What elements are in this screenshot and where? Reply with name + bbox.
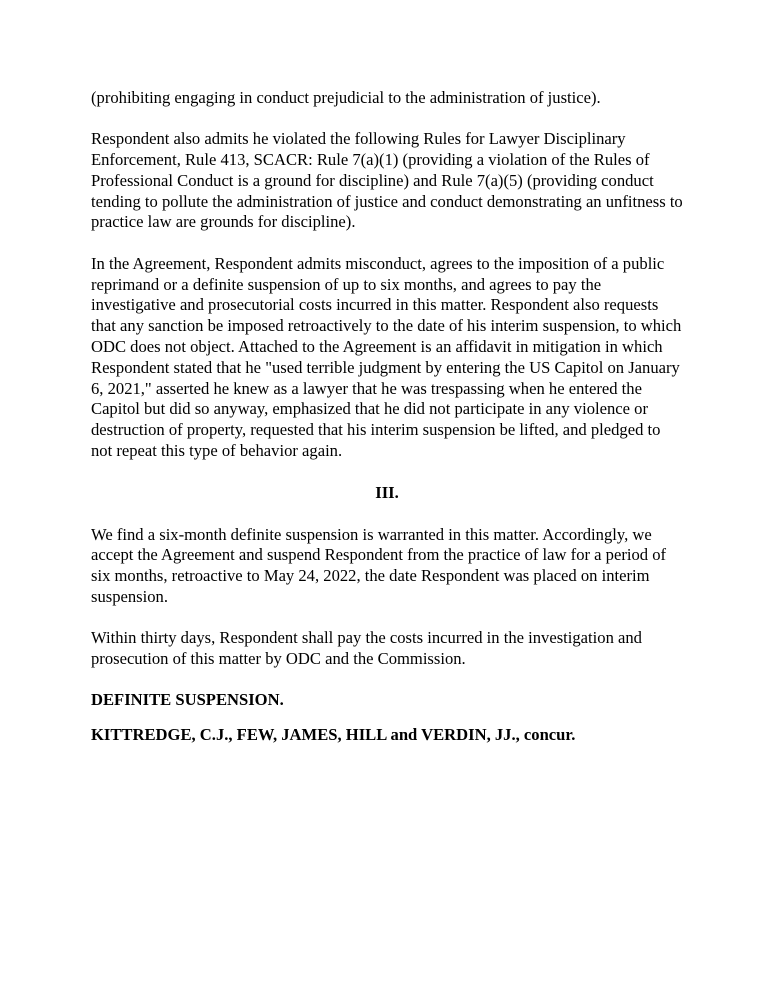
section-heading: III. bbox=[375, 482, 399, 502]
document-page bbox=[91, 88, 683, 746]
paragraph-costs: Within thirty days, Respondent shall pay the costs incurred in the investigation and prosecution of this matter by ODC and the Commission. bbox=[91, 628, 642, 669]
paragraph-rule-8-4-continuation: (prohibiting engaging in conduct prejudicial to the administration of justice). bbox=[91, 88, 601, 107]
concurrence: KITTREDGE, C.J., FEW, JAMES, HILL and VERDIN, JJ., concur. bbox=[91, 725, 576, 745]
paragraph-rule-7-violations: Respondent also admits he violated the following Rules for Lawyer Disciplinary Enforcement, Rule 413, SCACR: Rule 7(a)(1) (providing a violation of the Rules of Professional Conduct is a ground for discipline) and Rule 7(a)(5) (providing conduct tending to pollute the administration of justice and conduct demonstrating an unfitness to practice law are grounds for discipline). bbox=[91, 129, 683, 232]
paragraph-agreement: In the Agreement, Respondent admits misconduct, agrees to the imposition of a public reprimand or a definite suspension of up to six months, and agrees to pay the investigative and prosecutorial costs incurred in this matter. Respondent also requests that any sanction be imposed retroactively to the date of his interim suspension, to which ODC does not object. Attached to the Agreement is an affidavit in mitigation in which Respondent stated that he "used terrible judgment by entering the US Capitol on January 6, 2021," asserted he knew as a lawyer that he was trespassing when he entered the Capitol but did so anyway, emphasized that he did not participate in any violence or destruction of property, requested that his interim suspension be lifted, and pledged to not repeat this type of behavior again. bbox=[91, 253, 682, 460]
paragraph-holding: We find a six-month definite suspension is warranted in this matter. Accordingly, we accept the Agreement and suspend Respondent from the practice of law for a period of six months, retroactive to May 24, 2022, the date Respondent was placed on interim suspension. bbox=[91, 524, 667, 606]
disposition: DEFINITE SUSPENSION. bbox=[91, 690, 284, 710]
